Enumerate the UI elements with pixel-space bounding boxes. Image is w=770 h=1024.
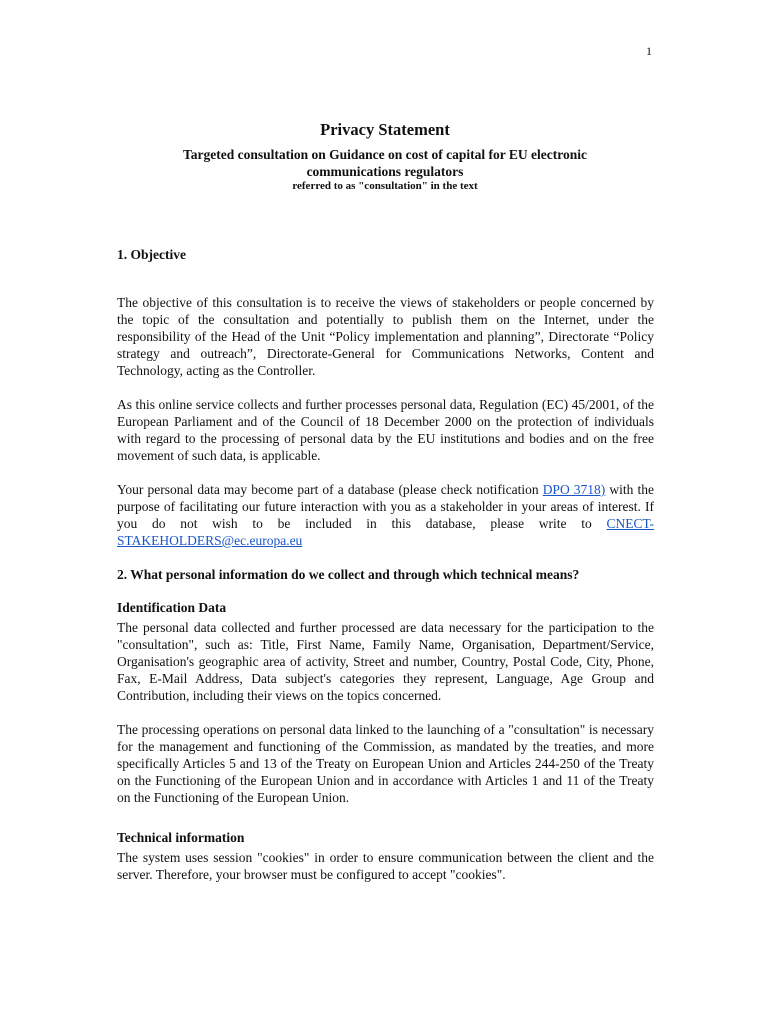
section-heading-personal-information: 2. What personal information do we collect and through which technical means? [117,567,580,582]
processing-paragraph: The processing operations on personal data linked to the launching of a "consultation" is necessary for the management and functioning of the Commission, as mandated by the treaties, and more specifically Articles 5 and 13 of the Treaty on European Union and Articles 244-250 of the Treaty on the Functioning of the European Union and in accordance with Articles 1 and 11 of the Treaty on the Functioning of the European Union. [117,722,654,805]
stakeholders-email-link[interactable]: CNECT-STAKEHOLDERS@ec.europa.eu [117,516,654,548]
document-body [117,246,654,883]
page-number: 1 [646,44,652,58]
page-title: Privacy Statement [320,120,450,139]
cookies-paragraph: The system uses session "cookies" in order to ensure communication between the client and the server. Therefore, your browser must be configured to accept "cookies". [117,850,654,882]
dpo-notification-link[interactable]: DPO 3718) [542,482,606,497]
database-text-middle: with the purpose of facilitating our future interaction with you as a stakeholder in your areas of interest. If you do not wish to be included in this database, please write to [117,482,654,531]
document-subtitle: Targeted consultation on Guidance on cost of capital for EU electronic communications regulators [183,147,587,179]
objective-paragraph: The objective of this consultation is to receive the views of stakeholders or people concerned by the topic of the consultation and potentially to publish them on the Internet, under the responsibility of the Head of the Unit “Policy implementation and planning”, Directorate “Policy strategy and outreach”, Directorate-General for Communications Networks, Content and Technology, acting as the Controller. [117,295,654,378]
subheading-technical-information: Technical information [117,830,245,845]
database-paragraph [117,481,654,549]
subheading-identification-data: Identification Data [117,600,227,615]
section-heading-objective: 1. Objective [117,247,186,262]
identification-paragraph: The personal data collected and further processed are data necessary for the participation to the "consultation", such as: Title, First Name, Family Name, Organisation, Department/Service, Organisation's geographic area of activity, Street and number, Country, Postal Code, City, Phone, Fax, E-Mail Address, Data subject's categories they represent, Language, Age Group and Contribution, including their views on the topics concerned. [117,620,654,703]
regulation-paragraph: As this online service collects and further processes personal data, Regulation (EC) 45/2001, of the European Parliament and of the Council of 18 December 2000 on the protection of individuals with regard to the processing of personal data by the EU institutions and bodies and on the free movement of such data, is applicable. [117,397,654,463]
database-text-start: Your personal data may become part of a database (please check notification [117,482,543,497]
subtitle-note: referred to as "consultation" in the text [292,180,478,192]
